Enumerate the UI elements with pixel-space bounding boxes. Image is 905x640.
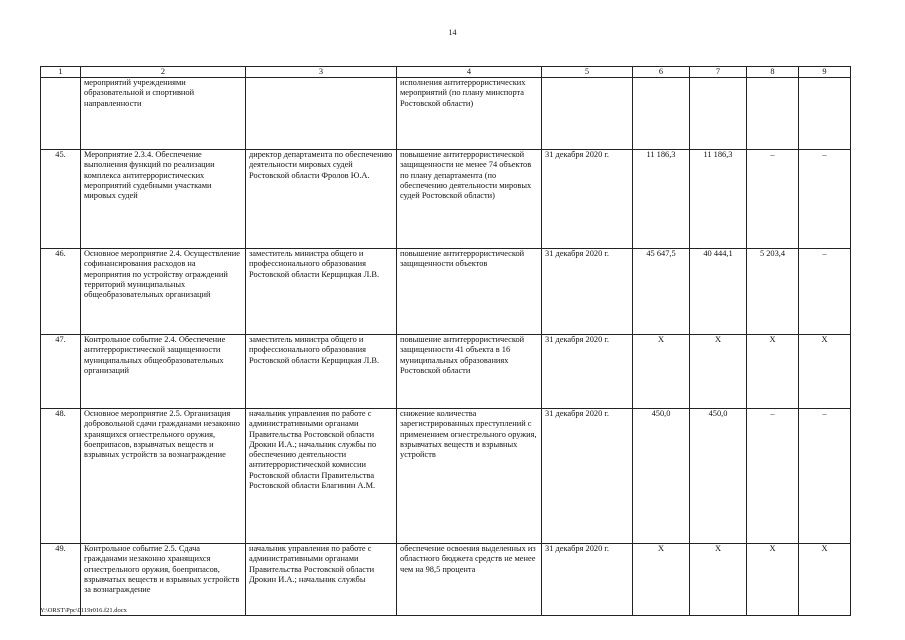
value-cell: 11 186,3 [690, 150, 747, 249]
responsible-cell: начальник управления по работе с административными органами Правительства Ростовской области Дрокин И.А.; начальник службы [246, 544, 397, 616]
value-cell: Х [633, 544, 690, 616]
value-cell: Х [799, 544, 851, 616]
result-cell: повышение антитеррористической защищенности не менее 74 объектов по плану департамента (по обеспечению деятельности мировых судей Ростовской области) [397, 150, 542, 249]
row-number: 46. [41, 249, 81, 335]
row-number: 45. [41, 150, 81, 249]
value-cell: Х [690, 544, 747, 616]
column-header: 9 [799, 67, 851, 78]
value-cell: – [747, 409, 799, 544]
value-cell: 45 647,5 [633, 249, 690, 335]
value-cell: Х [799, 335, 851, 409]
result-cell: исполнения антитеррористических мероприятий (по плану минспорта Ростовской области) [397, 78, 542, 150]
table-row [41, 335, 851, 409]
result-cell: повышение антитеррористической защищенности объектов [397, 249, 542, 335]
value-cell [690, 78, 747, 150]
value-cell: 11 186,3 [633, 150, 690, 249]
activity-cell: мероприятий учреждениями образовательной и спортивной направленности [81, 78, 246, 150]
activity-cell: Контрольное событие 2.5. Сдача гражданами незаконно хранящихся огнестрельного оружия, боеприпасов, взрывчатых веществ и взрывных устройств за вознаграждение [81, 544, 246, 616]
column-header: 3 [246, 67, 397, 78]
deadline-cell: 31 декабря 2020 г. [542, 544, 633, 616]
activity-cell: Основное мероприятие 2.4. Осуществление софинансирования расходов на мероприятия по устройству ограждений территорий муниципальных общеобразовательных организаций [81, 249, 246, 335]
table-row [41, 78, 851, 150]
footer-file-path: Y:\ORST\Ppc\0119r016.f21.docx [40, 607, 127, 614]
value-cell [633, 78, 690, 150]
activity-cell: Контрольное событие 2.4. Обеспечение антитеррористической защищенности муниципальных общеобразовательных организаций [81, 335, 246, 409]
program-table [40, 66, 851, 616]
responsible-cell [246, 78, 397, 150]
deadline-cell [542, 78, 633, 150]
table-row [41, 544, 851, 616]
value-cell: 450,0 [633, 409, 690, 544]
value-cell: – [799, 409, 851, 544]
deadline-cell: 31 декабря 2020 г. [542, 335, 633, 409]
value-cell [799, 78, 851, 150]
row-number [41, 78, 81, 150]
value-cell: – [799, 150, 851, 249]
value-cell: Х [747, 544, 799, 616]
deadline-cell: 31 декабря 2020 г. [542, 249, 633, 335]
activity-cell: Мероприятие 2.3.4. Обеспечение выполнения функций по реализации комплекса антитеррористических мероприятий судебными участками мировых судей [81, 150, 246, 249]
value-cell: 40 444,1 [690, 249, 747, 335]
responsible-cell: заместитель министра общего и профессионального образования Ростовской области Керщицкая Л.В. [246, 249, 397, 335]
value-cell: Х [690, 335, 747, 409]
responsible-cell: заместитель министра общего и профессионального образования Ростовской области Керщицкая Л.В. [246, 335, 397, 409]
result-cell: повышение антитеррористической защищенности 41 объекта в 16 муниципальных образованиях Ростовской области [397, 335, 542, 409]
column-header: 6 [633, 67, 690, 78]
table-row [41, 150, 851, 249]
value-cell: Х [633, 335, 690, 409]
value-cell: 5 203,4 [747, 249, 799, 335]
value-cell: – [747, 150, 799, 249]
table-row [41, 249, 851, 335]
activity-cell: Основное мероприятие 2.5. Организация добровольной сдачи гражданами незаконно хранящихся огнестрельного оружия, боеприпасов, взрывчатых веществ и взрывных устройств за вознаграждение [81, 409, 246, 544]
result-cell: снижение количества зарегистрированных преступлений с применением огнестрельного оружия, взрывчатых веществ и взрывных устройств [397, 409, 542, 544]
value-cell: Х [747, 335, 799, 409]
result-cell: обеспечение освоения выделенных из областного бюджета средств не менее чем на 98,5 процента [397, 544, 542, 616]
row-number: 48. [41, 409, 81, 544]
value-cell [747, 78, 799, 150]
deadline-cell: 31 декабря 2020 г. [542, 150, 633, 249]
value-cell: 450,0 [690, 409, 747, 544]
page-number: 14 [448, 28, 457, 37]
table-header-row [41, 67, 851, 78]
row-number: 47. [41, 335, 81, 409]
deadline-cell: 31 декабря 2020 г. [542, 409, 633, 544]
column-header: 8 [747, 67, 799, 78]
column-header: 4 [397, 67, 542, 78]
row-number: 49. [41, 544, 81, 616]
column-header: 7 [690, 67, 747, 78]
value-cell: – [799, 249, 851, 335]
column-header: 2 [81, 67, 246, 78]
column-header: 5 [542, 67, 633, 78]
column-header: 1 [41, 67, 81, 78]
table-row [41, 409, 851, 544]
responsible-cell: директор департамента по обеспечению деятельности мировых судей Ростовской области Фролов Ю.А. [246, 150, 397, 249]
responsible-cell: начальник управления по работе с административными органами Правительства Ростовской области Дрокин И.А.; начальник службы по обеспечению деятельности антитеррористической комиссии Ростовской области Правительства Ростовской области Благинин А.М. [246, 409, 397, 544]
